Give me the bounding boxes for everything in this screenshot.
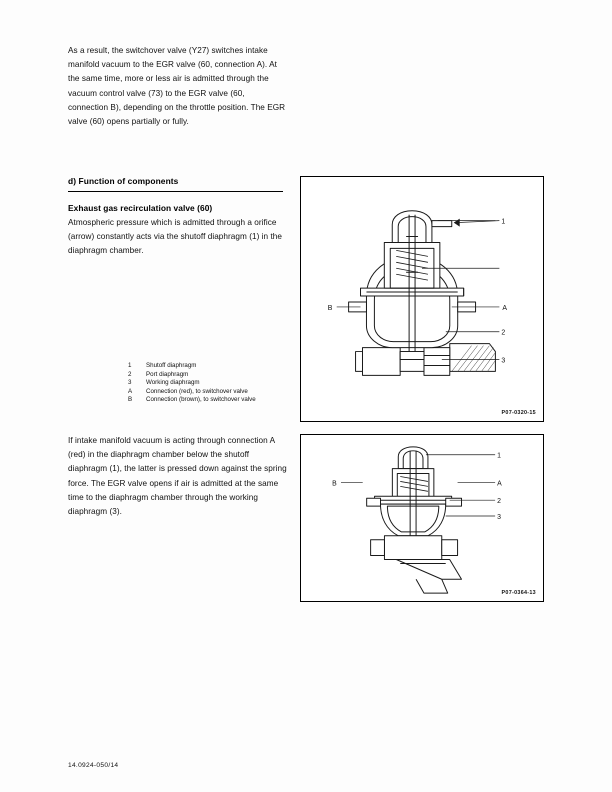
figure-egr-valve-open — [300, 434, 544, 602]
legend-key: 3 — [128, 379, 132, 387]
section-divider — [68, 191, 283, 192]
callout-2: 2 — [497, 498, 501, 506]
section-heading: d) Function of components — [68, 176, 179, 186]
second-paragraph: If intake manifold vacuum is acting through connection A (red) in the diaphragm chamber below the shutoff diaphragm (1), the latter is pressed down against the spring force. The EGR valve opens if air is admitted at the same time to the diaphragm chamber through the working diaphragm (3). — [68, 436, 287, 517]
legend-text: Shutoff diaphragm — [146, 362, 197, 369]
legend-text: Connection (red), to switchover valve — [146, 387, 248, 395]
legend-key: B — [128, 396, 133, 404]
legend-key: 1 — [128, 362, 132, 369]
legend-text: Working diaphragm — [146, 379, 200, 387]
callout-3: 3 — [501, 357, 506, 365]
figure-egr-valve-closed — [300, 176, 544, 422]
figure-caption: P07-0320-15 — [501, 410, 536, 416]
figure-legend — [128, 362, 328, 405]
list-item — [128, 396, 328, 405]
callout-A: A — [497, 480, 502, 488]
list-item — [128, 388, 328, 397]
legend-text: Port diaphragm — [146, 370, 189, 378]
footer-document-code: 14.0924-050/14 — [68, 762, 119, 769]
legend-text: Connection (brown), to switchover valve — [146, 396, 256, 404]
list-item — [128, 362, 328, 371]
callout-1: 1 — [497, 452, 501, 460]
egr-valve-section-drawing — [301, 177, 543, 421]
callout-A: A — [502, 304, 507, 312]
callout-B: B — [327, 304, 333, 312]
intro-paragraph: As a result, the switchover valve (Y27) switches intake manifold vacuum to the EGR valve (60, connection A). At the same time, more or less air is admitted through the vacuum control valve (73) to the EGR valve (60, connection B), depending on the throttle position. The EGR valve (60) opens partially or fully. — [68, 46, 286, 127]
list-item — [128, 371, 328, 380]
legend-key: 2 — [128, 370, 132, 378]
legend-key: A — [128, 387, 133, 395]
egr-valve-open-drawing — [301, 435, 543, 601]
valve-heading: Exhaust gas recirculation valve (60) — [68, 203, 213, 213]
callout-1: 1 — [501, 218, 506, 226]
figure-caption: P07-0364-13 — [501, 590, 536, 596]
callout-3: 3 — [497, 513, 501, 521]
callout-B: B — [332, 480, 337, 488]
valve-paragraph: Atmospheric pressure which is admitted through a orifice (arrow) constantly acts via the shutoff diaphragm (1) in the diaphragm chamber. — [68, 218, 283, 256]
callout-2: 2 — [501, 329, 506, 337]
list-item — [128, 379, 328, 388]
